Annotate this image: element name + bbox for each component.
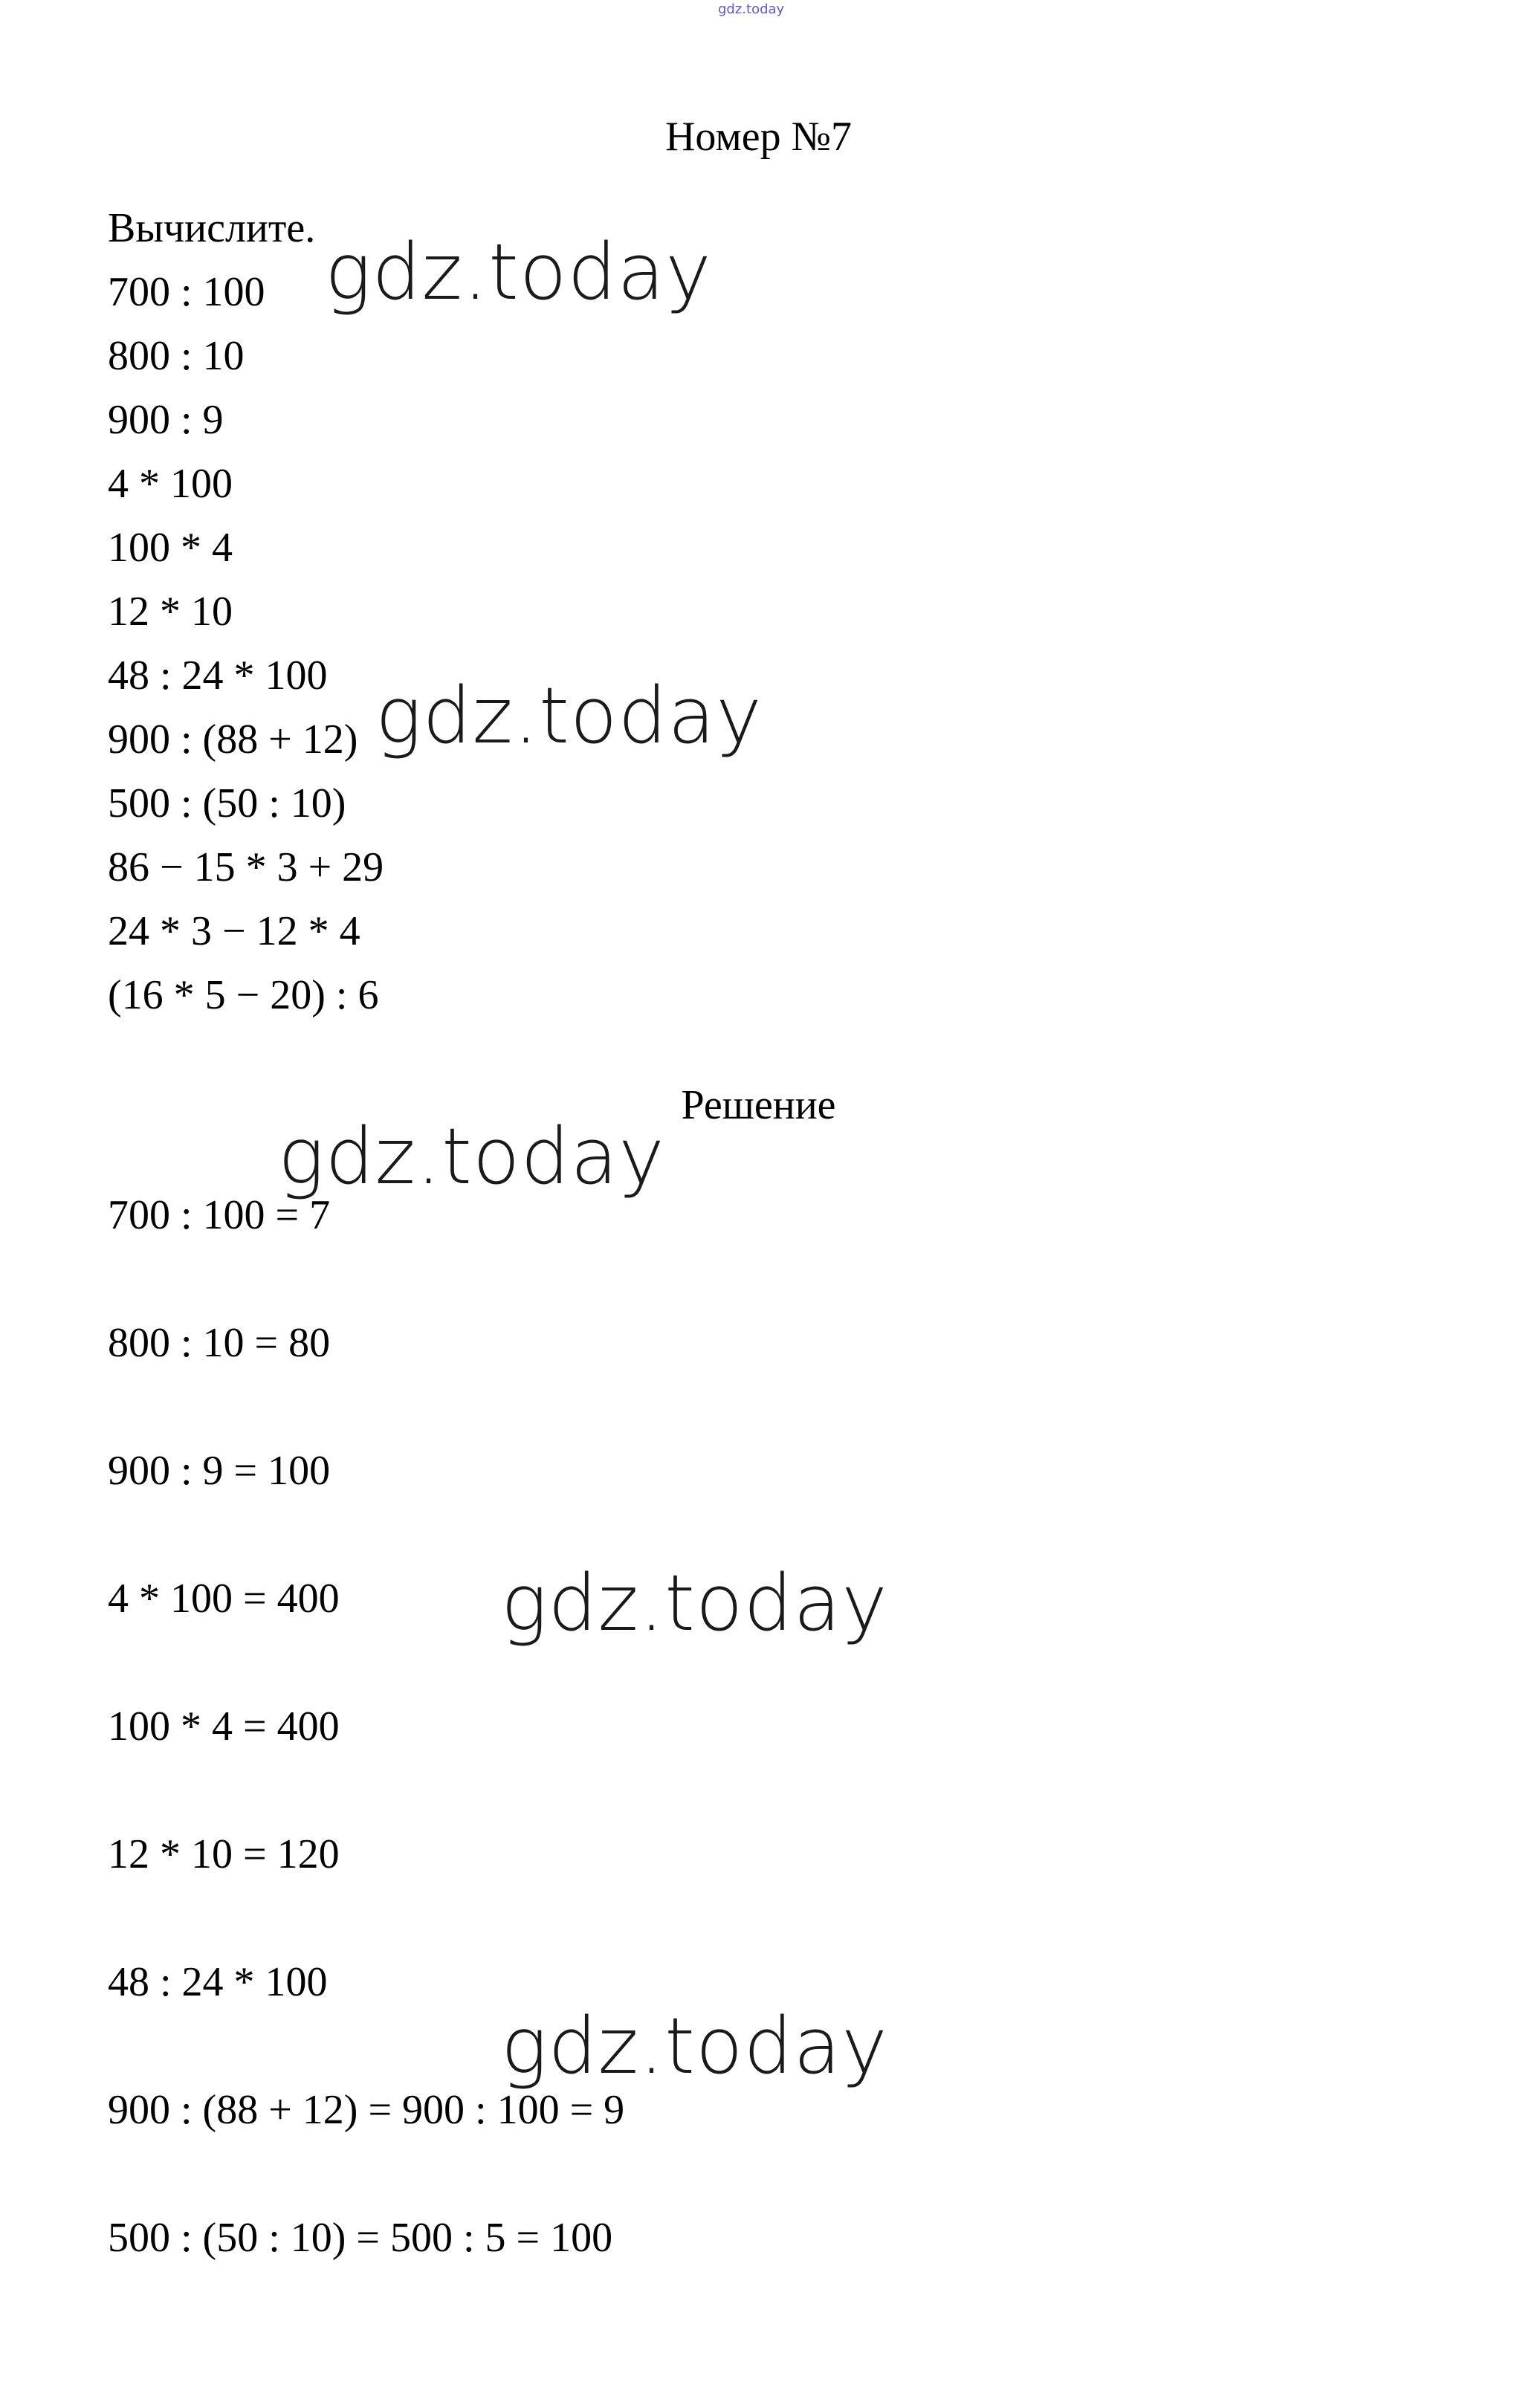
solution-line: 500 : (50 : 10) = 500 : 5 = 100 <box>108 2215 613 2261</box>
task-expression: 48 : 24 * 100 <box>108 653 328 699</box>
page-title: Номер №7 <box>664 114 853 160</box>
solution-heading: Решение <box>681 1082 836 1128</box>
task-heading: Вычислите. <box>108 205 316 251</box>
solution-line: 4 * 100 = 400 <box>108 1576 340 1622</box>
task-expression: 700 : 100 <box>108 269 265 315</box>
watermark: gdz.today <box>501 1558 888 1648</box>
solution-line: 100 * 4 = 400 <box>108 1703 340 1750</box>
site-link[interactable]: gdz.today <box>718 1 785 17</box>
solution-line: 12 * 10 = 120 <box>108 1831 340 1877</box>
task-expression: 800 : 10 <box>108 333 245 379</box>
task-expression: 900 : (88 + 12) <box>108 716 358 763</box>
task-expression: 12 * 10 <box>108 589 233 635</box>
watermark: gdz.today <box>501 2001 888 2091</box>
solution-line: 900 : 9 = 100 <box>108 1448 331 1494</box>
solution-line: 48 : 24 * 100 <box>108 1959 328 2005</box>
solution-line: 900 : (88 + 12) = 900 : 100 = 9 <box>108 2087 625 2133</box>
task-expression: 500 : (50 : 10) <box>108 780 346 826</box>
task-expression: 24 * 3 − 12 * 4 <box>108 908 360 954</box>
task-expression: 900 : 9 <box>108 397 224 443</box>
solution-line: 700 : 100 = 7 <box>108 1192 331 1238</box>
solution-line: 800 : 10 = 80 <box>108 1320 331 1366</box>
task-expression: (16 * 5 − 20) : 6 <box>108 972 379 1018</box>
watermark: gdz.today <box>325 227 712 317</box>
task-expression: 4 * 100 <box>108 461 233 507</box>
task-expression: 100 * 4 <box>108 525 233 571</box>
watermark: gdz.today <box>278 1111 665 1202</box>
watermark: gdz.today <box>375 670 763 761</box>
task-expression: 86 − 15 * 3 + 29 <box>108 844 384 890</box>
